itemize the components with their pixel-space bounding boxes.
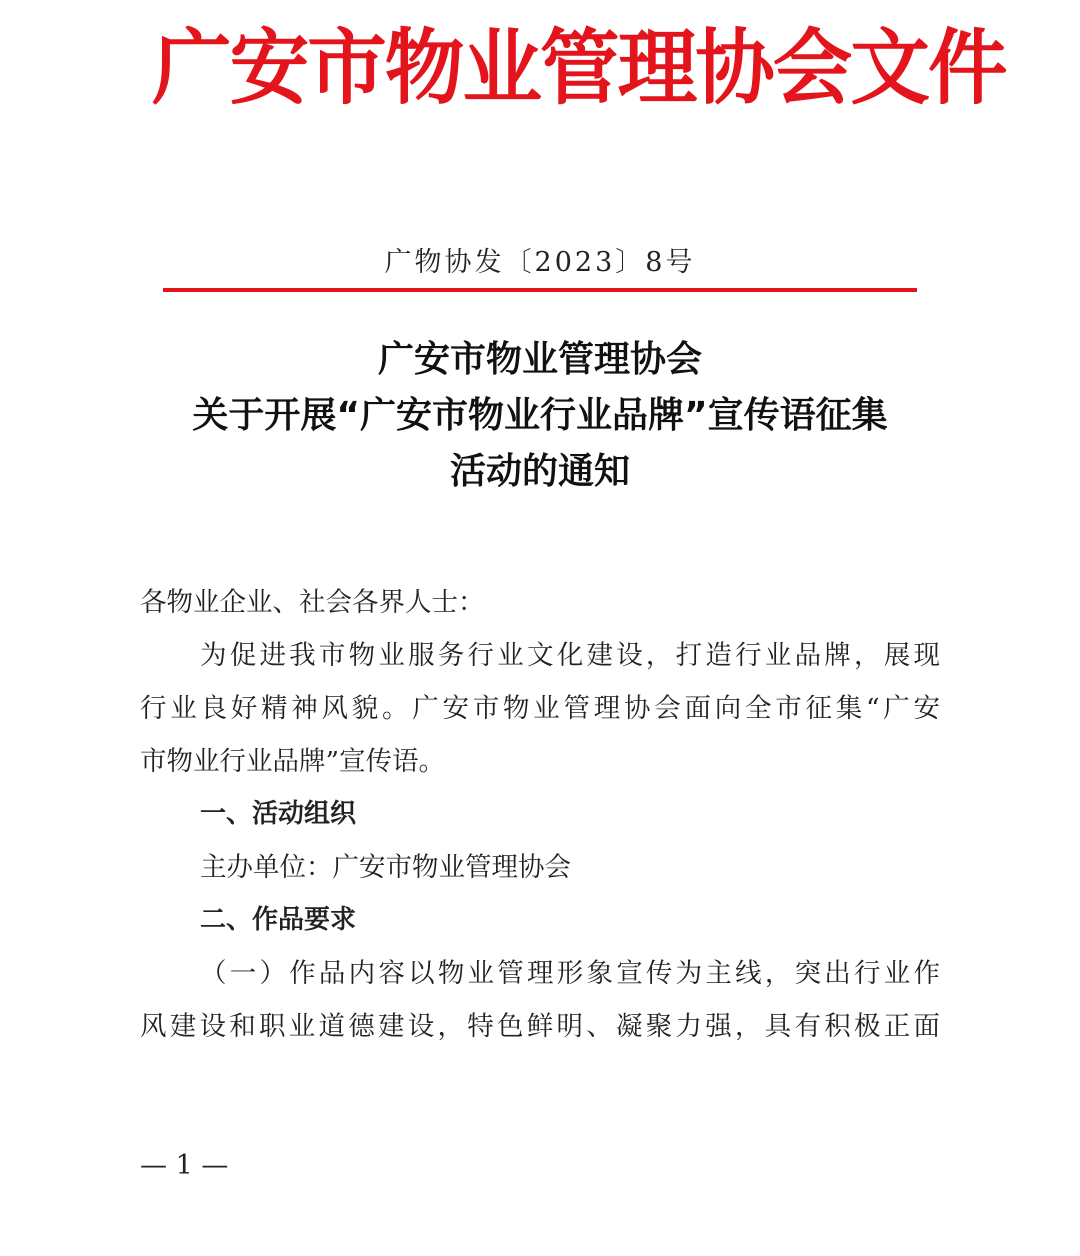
section-heading: 二、作品要求 [200, 905, 357, 935]
title-line: 活动的通知 [449, 451, 630, 492]
document-number: 广物协发〔2023〕8号 [384, 247, 696, 278]
body-line: 为促进我市物业服务行业文化建设，打造行业品牌，展现 [200, 640, 940, 671]
title-line: 关于开展“广安市物业行业品牌”宣传语征集 [192, 395, 888, 436]
page-number: — 1 — [140, 1150, 229, 1181]
body-line: 风建设和职业道德建设，特色鲜明、凝聚力强，具有积极正面 [140, 1011, 940, 1042]
body-line: 市物业行业品牌”宣传语。 [140, 746, 446, 777]
notice-title [100, 332, 980, 500]
body-line: 行业良好精神风貌。广安市物业管理协会面向全市征集“广安 [140, 693, 940, 724]
salutation: 各物业企业、社会各界人士： [140, 587, 485, 618]
organizer-line: 主办单位：广安市物业管理协会 [200, 852, 571, 883]
body-line: （一）作品内容以物业管理形象宣传为主线，突出行业作 [200, 958, 940, 989]
red-divider [163, 288, 917, 292]
notice-body [140, 576, 940, 1053]
masthead-title: 广安市物业管理协会文件 [152, 21, 1006, 116]
section-heading: 一、活动组织 [200, 799, 357, 829]
title-line: 广安市物业管理协会 [377, 339, 702, 380]
